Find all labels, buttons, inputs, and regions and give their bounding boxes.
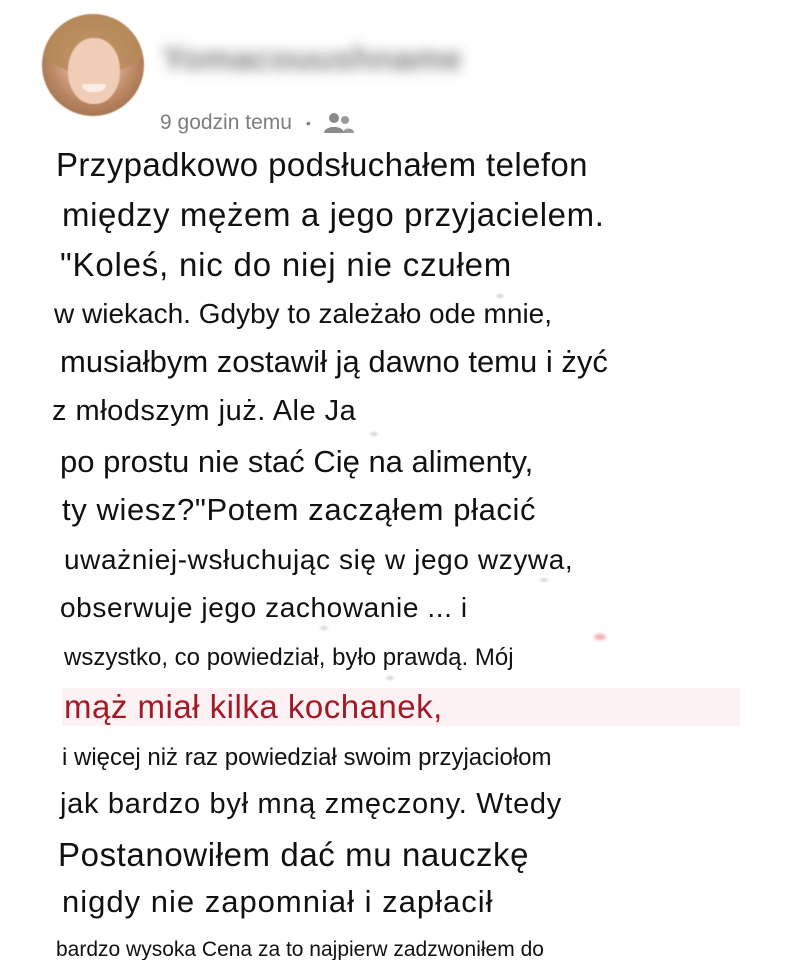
story-line: w wiekach. Gdyby to zależało ode mnie, [52,298,558,330]
story-line: między mężem a jego przyjacielem. [60,196,610,234]
story-line: wszystko, co powiedział, było prawdą. Mój [62,644,520,672]
story-line: "Koleś, nic do niej nie czułem [58,246,518,284]
story-line: Przypadkowo podsłuchałem telefon [54,146,594,184]
friends-icon[interactable] [321,111,355,135]
story-line: po prostu nie stać Cię na alimenty, [58,444,539,480]
story-line: nigdy nie zapomniał i zapłacił [60,884,500,920]
post-timestamp[interactable]: 9 godzin temu [160,111,292,134]
story-line: ty wiesz?"Potem zacząłem płacić [60,492,542,528]
story-line: z młodszym już. Ale Ja [50,395,362,428]
meta-separator: • [305,115,311,131]
story-line: jak bardzo był mną zmęczony. Wtedy [58,788,568,821]
story-line: uważniej-wsłuchując się w jego wzywa, [62,544,579,576]
post-meta [160,110,355,136]
story-line: Postanowiłem dać mu nauczkę [56,836,535,874]
story-line-highlighted: mąż miał kilka kochanek, [62,688,740,726]
story-line: i więcej niż raz powiedział swoim przyjaciołom [60,744,558,772]
story-line: musiałbym zostawił ją dawno temu i żyć [58,344,614,380]
author-name[interactable]: Yomacouushname [162,40,462,78]
story-line: bardzo wysoka Cena za to najpierw zadzwoniłem do [54,938,550,960]
avatar[interactable] [42,14,144,116]
story-line: obserwuje jego zachowanie ... i [58,592,474,624]
